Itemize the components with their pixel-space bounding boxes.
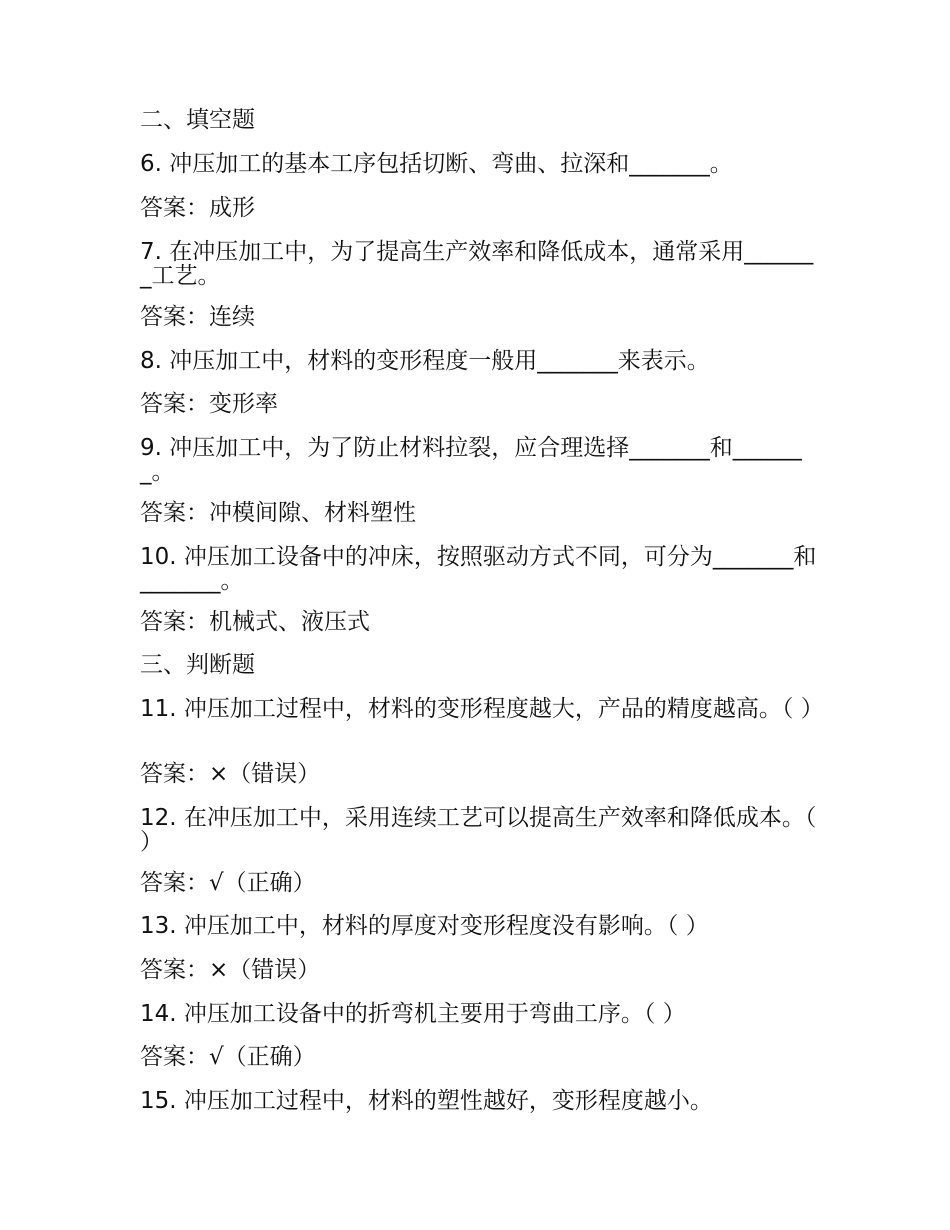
- answer-14: 答案：√（正确）: [140, 1044, 316, 1070]
- answer-9: 答案：冲模间隙、材料塑性: [140, 500, 416, 526]
- question-6: 6. 冲压加工的基本工序包括切断、弯曲、拉深和_______。: [140, 151, 733, 177]
- answer-12: 答案：√（正确）: [140, 870, 316, 896]
- question-12: 12. 在冲压加工中，采用连续工艺可以提高生产效率和降低成本。（ ）: [140, 805, 817, 855]
- question-15: 15. 冲压加工过程中，材料的塑性越好，变形程度越小。: [140, 1088, 713, 1114]
- answer-11: 答案：×（错误）: [140, 761, 321, 787]
- question-7: 7. 在冲压加工中，为了提高生产效率和降低成本，通常采用_______工艺。: [140, 239, 814, 289]
- section-heading-fill-in: 二、填空题: [140, 107, 255, 133]
- question-11: 11. 冲压加工过程中，材料的变形程度越大，产品的精度越高。（ ）: [140, 696, 824, 722]
- answer-10: 答案：机械式、液压式: [140, 609, 370, 635]
- question-9: 9. 冲压加工中，为了防止材料拉裂，应合理选择_______和_______。: [140, 435, 802, 485]
- answer-8: 答案：变形率: [140, 391, 278, 417]
- answer-7: 答案：连续: [140, 304, 255, 330]
- answer-6: 答案：成形: [140, 195, 255, 221]
- answer-13: 答案：×（错误）: [140, 957, 321, 983]
- section-heading-true-false: 三、判断题: [140, 652, 255, 678]
- question-8: 8. 冲压加工中，材料的变形程度一般用_______来表示。: [140, 348, 710, 374]
- question-13: 13. 冲压加工中，材料的厚度对变形程度没有影响。（ ）: [140, 913, 709, 939]
- question-14: 14. 冲压加工设备中的折弯机主要用于弯曲工序。（ ）: [140, 1001, 686, 1027]
- question-10: 10. 冲压加工设备中的冲床，按照驱动方式不同，可分为_______和_______。: [140, 544, 817, 594]
